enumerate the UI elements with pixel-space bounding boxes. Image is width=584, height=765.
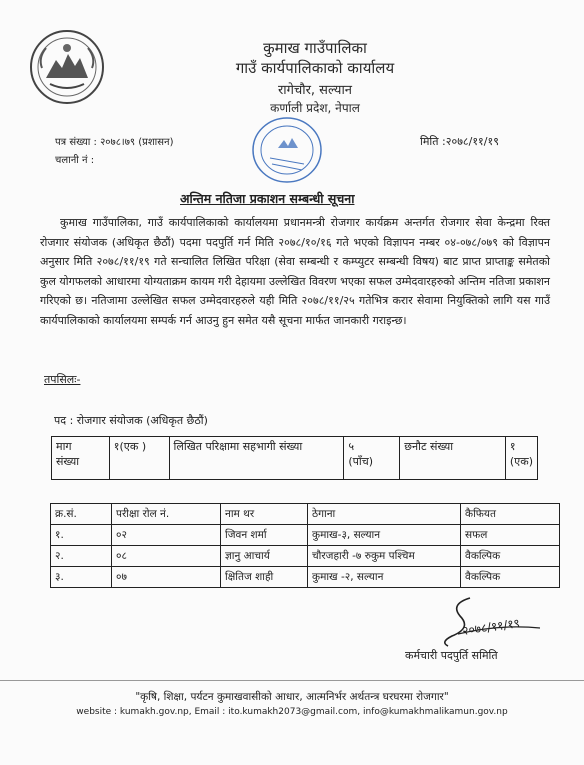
footer-divider xyxy=(0,680,584,681)
signer-committee: कर्मचारी पदपुर्ति समिति xyxy=(405,649,498,662)
cell-sn: ३. xyxy=(51,567,112,588)
footer-slogan: "कृषि, शिक्षा, पर्यटन कुमाखवासीको आधार, आत्मनिर्भर अर्थतन्त्र घरघरमा रोजगार" xyxy=(135,691,449,703)
office-stamp xyxy=(248,112,326,188)
office-name: गाउँ कार्यपालिकाको कार्यालय xyxy=(235,59,395,77)
cell-roll: ०७ xyxy=(112,567,221,588)
cell-name: जिवन शर्मा xyxy=(221,525,308,546)
demand-label-cell xyxy=(52,437,110,480)
header-name: नाम थर xyxy=(221,504,308,525)
cell-address: चौरजहारी -७ रुकुम पश्चिम xyxy=(308,546,461,567)
cell-roll: ०२ xyxy=(112,525,221,546)
post-title: पद : रोजगार संयोजक (अधिकृत छैठौं) xyxy=(54,414,208,427)
table-row xyxy=(51,546,560,567)
header-roll: परीक्षा रोल नं. xyxy=(112,504,221,525)
header-address: ठेगाना xyxy=(308,504,461,525)
province-name: कर्णाली प्रदेश, नेपाल xyxy=(270,101,360,115)
demand-label-2: संख्या xyxy=(56,455,80,468)
details-label: तपसिलः- xyxy=(44,373,81,386)
footer-contact: website : kumakh.gov.np, Email : ito.kumakh2073@gmail.com, info@kumakhmalikamun.gov.np xyxy=(76,707,508,717)
selected-value-words: (एक) xyxy=(509,455,533,468)
demand-label: माग xyxy=(56,440,72,453)
header-sn: क्र.सं. xyxy=(51,504,112,525)
result-table xyxy=(50,503,560,588)
cell-sn: १. xyxy=(51,525,112,546)
nepal-emblem-logo xyxy=(28,28,106,106)
letter-date: मिति :२०७८/११/१९ xyxy=(420,135,499,148)
cell-name: ज्ञानु आचार्य xyxy=(221,546,308,567)
cell-address: कुमाख -२, सल्यान xyxy=(308,567,461,588)
signature-date: २०७८/११/१९ xyxy=(461,616,521,638)
selected-label: छनौट संख्या xyxy=(400,437,506,480)
cell-name: क्षितिज शाही xyxy=(221,567,308,588)
municipality-name: कुमाख गाउँपालिका xyxy=(263,39,367,57)
selected-value: १ xyxy=(509,440,516,453)
notice-body: कुमाख गाउँपालिका, गाउँ कार्यपालिकाको कार्यालयमा प्रधानमन्त्री रोजगार कार्यक्रम अन्तर्गत रोजगार सेवा केन्द्रमा रिक्त रोजगार संयोजक (अधिकृत छैठौं) पदमा पदपुर्ति गर्न मिति २०७८/१०/१६ गते भएको विज्ञापन नम्बर ०४-०७८/०७९ को विज्ञापन अनुसार मिति २०७८/११/१९ गते सन्चालित लिखित परिक्षा (सेवा सम्बन्धी र कम्प्युटर सम्बन्धी विषय) बाट प्राप्त प्राप्ताङ्क समेतको कुल योगफलको आधारमा योग्यताक्रम कायम गरी देहायमा उल्लेखित विवरण भएका सफल उम्मेदवारहरुको अन्तिम नतिजा प्रकाशन गरिएको छ। नतिजामा उल्लेखित सफल उम्मेदवारहरुले यही मिति २०७८/११/२५ गतेभित्र करार सेवामा नियुक्तिको लागि यस गाउँ कार्यपालिकाको कार्यालयमा सम्पर्क गर्न आउनु हुन समेत यसै सूचना मार्फत जानकारी गराइन्छ। xyxy=(40,216,550,327)
demand-table xyxy=(51,436,538,480)
notice-title: अन्तिम नतिजा प्रकाशन सम्बन्धी सूचना xyxy=(180,191,355,206)
cell-address: कुमाख-३, सल्यान xyxy=(308,525,461,546)
cell-remarks: वैकल्पिक xyxy=(461,567,560,588)
cell-remarks: वैकल्पिक xyxy=(461,546,560,567)
table-row xyxy=(51,567,560,588)
participants-label: लिखित परिक्षामा सहभागी संख्या xyxy=(169,437,344,480)
demand-value: १(एक ) xyxy=(109,437,169,480)
cell-remarks: सफल xyxy=(461,525,560,546)
cell-sn: २. xyxy=(51,546,112,567)
participants-value-words: (पाँच) xyxy=(348,455,374,468)
participants-value: ५ xyxy=(348,440,355,453)
table-header-row xyxy=(51,504,560,525)
cell-roll: ०८ xyxy=(112,546,221,567)
dispatch-number: चलानी नं : xyxy=(55,155,95,166)
office-address: रागेचौर, सल्यान xyxy=(277,83,353,98)
participants-value-cell xyxy=(344,437,400,480)
table-row xyxy=(51,525,560,546)
selected-value-cell xyxy=(505,437,537,480)
header-remarks: कैफियत xyxy=(461,504,560,525)
letter-number: पत्र संख्या : २०७८।७९ (प्रशासन) xyxy=(55,137,174,148)
